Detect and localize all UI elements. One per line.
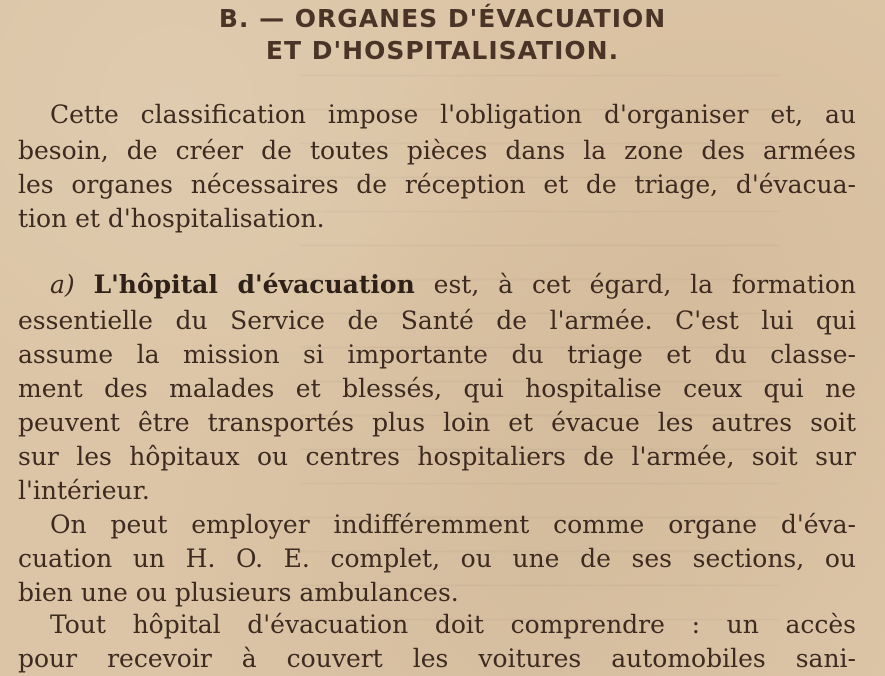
p1-line-4: tion et d'hospitalisation. xyxy=(18,204,325,233)
p1-line-1: Cette classification impose l'obligation d'organiser et, au xyxy=(50,100,856,129)
p2-line-2: essentielle du Service de Santé de l'armée. C'est lui qui xyxy=(18,306,856,335)
section-heading-line-1: B. — ORGANES D'ÉVACUATION xyxy=(218,4,667,33)
p4-line-1: Tout hôpital d'évacuation doit comprendre : un accès xyxy=(50,610,856,639)
p2-line-1 xyxy=(50,272,856,297)
p2-line-6: sur les hôpitaux ou centres hospitaliers de l'armée, soit sur xyxy=(18,442,856,471)
p2-bold-term: L'hôpital d'évacuation xyxy=(93,270,415,299)
section-heading-line-2: ET D'HOSPITALISATION. xyxy=(265,36,620,65)
p2-line-1-rest: est, à cet égard, la formation xyxy=(433,270,856,299)
p2-line-4: ment des malades et blessés, qui hospitalise ceux qui ne xyxy=(18,374,856,403)
p2-line-7: l'intérieur. xyxy=(18,476,150,505)
p2-line-3: assume la mission si importante du triage et du classe- xyxy=(18,340,856,369)
p4-line-2: pour recevoir à couvert les voitures automobiles sani- xyxy=(18,644,856,673)
p3-line-1: On peut employer indifféremment comme organe d'éva- xyxy=(50,510,856,539)
p2-line-5: peuvent être transportés plus loin et évacue les autres soit xyxy=(18,408,856,437)
p2-label: a) xyxy=(50,270,75,299)
p3-line-3: bien une ou plusieurs ambulances. xyxy=(18,578,459,607)
p1-line-3: les organes nécessaires de réception et de triage, d'évacua- xyxy=(18,170,856,199)
p1-line-2: besoin, de créer de toutes pièces dans la zone des armées xyxy=(18,136,856,165)
p3-line-2: cuation un H. O. E. complet, ou une de ses sections, ou xyxy=(18,544,856,573)
